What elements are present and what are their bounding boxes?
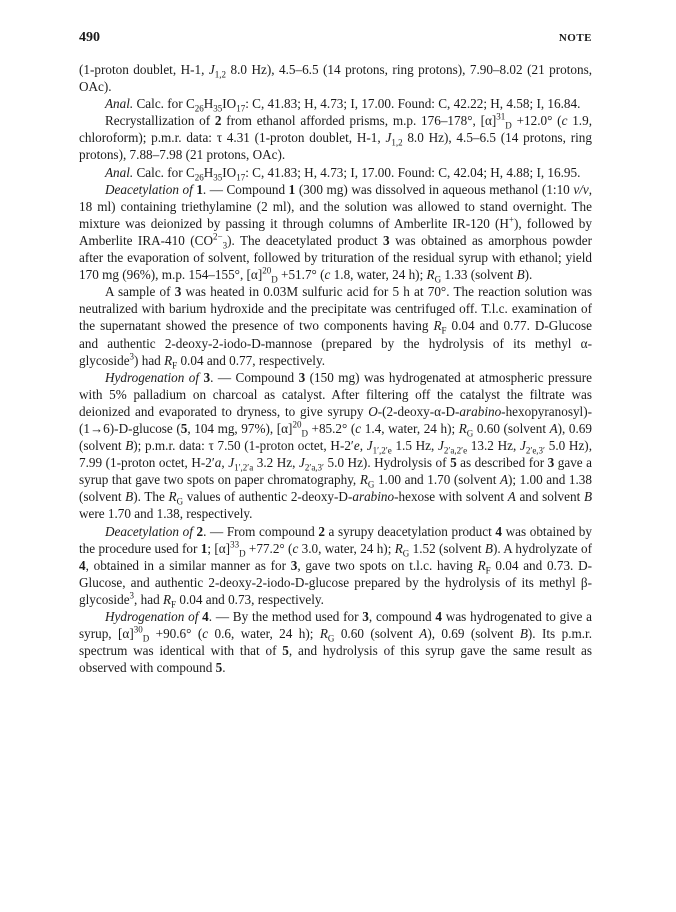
text-segment: -Glucose, and authentic 2-deoxy-2-iodo- bbox=[79, 557, 593, 590]
text-segment: 17 bbox=[236, 103, 246, 114]
text-segment: was hydrogenated to give a syrup, [α] bbox=[79, 609, 592, 642]
text-segment: Calc. for C bbox=[133, 96, 195, 112]
text-segment: - bbox=[455, 403, 460, 419]
text-segment: . — From compound bbox=[203, 523, 319, 539]
text-segment: J bbox=[228, 455, 235, 471]
text-segment: G bbox=[466, 428, 474, 439]
text-segment: was obtained by the procedure used for bbox=[79, 523, 592, 556]
text-segment: 5.0 Hz). Hydrolysis of bbox=[324, 455, 451, 471]
text-segment: 3 bbox=[362, 609, 369, 624]
text-segment: 3 bbox=[383, 232, 390, 248]
text-segment: J bbox=[208, 62, 215, 77]
text-segment: 2 bbox=[318, 523, 325, 539]
text-segment: 30 bbox=[133, 624, 143, 635]
text-segment: sulfuric acid for 5 h at 70°. The reaction solution was neutralized with barium hydroxide and the precipitate was centrifuged off. T.l.c. examination of the supernatant showed the presence of two components having bbox=[79, 284, 593, 334]
text-segment: G bbox=[367, 479, 375, 490]
text-segment: and solvent bbox=[515, 489, 584, 505]
text-segment: 8.0 Hz), 4.5–6.5 (14 protons, ring protons), 7.88–7.98 (21 protons, OAc). bbox=[79, 130, 592, 163]
text-segment: 33 bbox=[230, 539, 240, 550]
text-segment: , had bbox=[134, 591, 163, 607]
text-segment: . bbox=[222, 660, 226, 676]
text-segment: , and hydrolysis of this syrup gave the same result as observed with compound bbox=[79, 643, 592, 676]
text-segment: ). The bbox=[133, 489, 169, 505]
paragraph-hydrogenation-of-3 bbox=[79, 369, 592, 523]
text-segment: Calc. for C bbox=[133, 164, 195, 180]
text-segment: , bbox=[359, 438, 367, 454]
text-segment: 20 bbox=[262, 265, 272, 276]
text-segment: J bbox=[385, 130, 392, 146]
text-segment: Hydrogenation of bbox=[105, 369, 204, 385]
text-segment: F bbox=[485, 565, 491, 576]
text-segment: 1.5 Hz, bbox=[391, 438, 439, 454]
text-segment: : C, 41.83; H, 4.73; I, 17.00. Found: C, 42.04; H, 4.88; I, 16.95. bbox=[245, 164, 581, 180]
text-segment: 3 bbox=[129, 590, 135, 601]
text-segment: 2 bbox=[196, 523, 204, 539]
text-segment: 3 bbox=[547, 455, 555, 471]
text-segment: +12.0° ( bbox=[511, 113, 562, 129]
text-segment: 1 bbox=[200, 540, 208, 556]
text-segment: as described for bbox=[456, 455, 548, 471]
text-segment: G bbox=[434, 274, 442, 285]
text-segment: F bbox=[171, 599, 177, 610]
text-segment: J bbox=[438, 438, 444, 454]
text-segment: 0.60 (solvent bbox=[473, 420, 550, 436]
text-segment: 3 bbox=[129, 351, 135, 362]
text-segment: R bbox=[319, 626, 328, 642]
text-segment: R bbox=[359, 472, 368, 488]
text-segment: , 104 mg, 97%), [α] bbox=[187, 420, 293, 436]
text-segment: was obtained as amorphous powder after the evaporation of solvent, followed by trituration of the residual syrup with ethanol; yield 170 mg (96%), m.p. 154–155°, [α] bbox=[79, 232, 592, 283]
text-segment: ) had bbox=[134, 352, 165, 368]
text-segment: G bbox=[176, 496, 184, 507]
text-segment: D bbox=[118, 420, 129, 436]
text-segment: 5 bbox=[282, 643, 289, 659]
text-segment: O bbox=[368, 403, 378, 419]
text-segment: 20 bbox=[292, 419, 302, 430]
text-segment: 2 bbox=[214, 113, 222, 129]
text-segment: 17 bbox=[236, 172, 246, 183]
text-segment: R bbox=[477, 557, 486, 573]
text-segment: J bbox=[519, 438, 526, 454]
text-segment: D bbox=[445, 403, 455, 419]
text-segment: 1 bbox=[196, 181, 203, 197]
text-segment: 0.04 and 0.77. bbox=[446, 318, 535, 334]
text-segment: Hydrogenation of bbox=[105, 609, 203, 624]
text-segment: c bbox=[324, 267, 331, 283]
running-head: NOTE bbox=[558, 32, 592, 44]
text-segment: G bbox=[327, 633, 335, 644]
text-segment: 4 bbox=[495, 523, 502, 539]
text-segment: 13.2 Hz, bbox=[467, 438, 520, 454]
text-segment: 1.52 (solvent bbox=[409, 540, 485, 556]
text-segment: c bbox=[292, 540, 299, 556]
text-segment: 4 bbox=[79, 557, 86, 573]
text-segment: A bbox=[499, 472, 508, 488]
text-segment: A bbox=[507, 489, 516, 505]
text-segment: values of authentic 2-deoxy- bbox=[183, 489, 339, 505]
text-segment: from ethanol afforded prisms, m.p. 176–178°, [α] bbox=[221, 113, 497, 129]
text-segment: 1.4, water, 24 h); bbox=[361, 420, 459, 436]
text-segment: 3 bbox=[290, 557, 298, 573]
text-segment: 5.0 Hz), 7.99 (1-proton octet, H-2′ bbox=[79, 438, 592, 471]
text-segment: 1.9, chloroform); p.m.r. data: τ 4.31 (1-proton doublet, H-1, bbox=[79, 113, 592, 146]
text-segment: , 18 ml) containing triethylamine (2 ml), and the solution was allowed to stand overnight. The mixture was deionized by passing it through columns of Amberlite IR-120 (H bbox=[79, 181, 592, 231]
text-segment: -mannose (prepared by the hydrolysis of its methyl α-glycoside bbox=[79, 335, 592, 368]
text-segment: B bbox=[125, 438, 134, 454]
text-segment: 1.33 (solvent bbox=[441, 267, 517, 283]
text-segment: +77.2° ( bbox=[245, 540, 293, 556]
text-segment: 0.04 and 0.77, respectively. bbox=[177, 352, 325, 368]
paragraph-deacetylation-of-2 bbox=[79, 523, 592, 608]
paragraph-continued-nmr-data bbox=[79, 61, 592, 95]
text-segment: +90.6° ( bbox=[149, 626, 203, 642]
text-segment: J bbox=[366, 438, 373, 454]
text-segment: R bbox=[168, 489, 177, 505]
text-segment: F bbox=[441, 326, 447, 337]
text-segment: , obtained in a similar manner as for bbox=[85, 557, 291, 573]
text-segment: -(2-deoxy-α- bbox=[377, 403, 446, 419]
text-segment: ), 0.69 (solvent bbox=[427, 626, 520, 642]
text-segment: Anal. bbox=[105, 164, 134, 180]
text-segment: IO bbox=[222, 164, 237, 180]
text-segment: 5 bbox=[180, 420, 188, 436]
text-segment: 3 bbox=[174, 284, 182, 300]
text-segment: (150 mg) was hydrogenated at atmospheric pressure with 5% palladium on charcoal as catalyst. After filtering off the catalyst the filtrate was deionized and evaporated to dryness, to give syrupy bbox=[79, 369, 592, 419]
text-segment: D bbox=[534, 318, 545, 334]
text-segment: B bbox=[484, 540, 493, 556]
text-segment: A bbox=[419, 626, 428, 642]
text-segment: , compound bbox=[368, 609, 436, 624]
text-segment: 0.04 and 0.73. bbox=[490, 557, 579, 573]
paragraph-analysis-compound-2 bbox=[79, 164, 592, 181]
text-segment: 31 bbox=[496, 111, 506, 122]
text-segment: D bbox=[505, 120, 512, 131]
text-segment: 8.0 Hz), 4.5–6.5 (14 protons, ring protons), 7.90–8.02 (21 protons, OAc). bbox=[79, 62, 593, 95]
text-segment: 3.0, water, 24 h); bbox=[298, 540, 395, 556]
text-segment: D bbox=[294, 574, 305, 590]
text-segment: ). The deacetylated product bbox=[227, 232, 384, 248]
text-segment: was heated in 0.03 bbox=[181, 284, 287, 300]
text-segment: 35 bbox=[213, 103, 223, 114]
text-segment: R bbox=[458, 420, 467, 436]
text-segment: 1.8, water, 24 h); bbox=[330, 267, 427, 283]
text-segment: Deacetylation of bbox=[105, 523, 197, 539]
text-segment: c bbox=[202, 626, 209, 642]
text-segment: (1-proton doublet, H-1, bbox=[79, 62, 209, 77]
text-segment: M bbox=[286, 284, 299, 300]
text-segment: D bbox=[301, 428, 308, 439]
text-segment: . — Compound bbox=[202, 181, 289, 197]
text-segment: 4 bbox=[202, 609, 209, 624]
text-segment: ; [α] bbox=[207, 540, 231, 556]
text-segment: B bbox=[519, 626, 528, 642]
text-segment: a bbox=[214, 455, 222, 471]
text-segment: D bbox=[239, 548, 246, 559]
text-segment: IO bbox=[222, 96, 237, 112]
text-segment: 2′a,3′ bbox=[304, 462, 325, 473]
text-segment: D bbox=[251, 335, 261, 351]
text-segment: ). bbox=[524, 267, 533, 283]
text-segment: (300 mg) was dissolved in aqueous methanol (1:10 bbox=[295, 181, 574, 197]
text-segment: 5 bbox=[450, 455, 457, 471]
text-segment: 1.00 and 1.70 (solvent bbox=[374, 472, 500, 488]
text-segment: G bbox=[402, 548, 410, 559]
text-segment: D bbox=[271, 274, 278, 285]
text-segment: R bbox=[162, 591, 172, 607]
text-segment: R bbox=[433, 318, 442, 334]
text-segment: ). A hydrolyzate of bbox=[492, 540, 592, 556]
text-segment: 1,2 bbox=[214, 69, 227, 80]
text-segment: ), followed by Amberlite IRA-410 (CO bbox=[79, 215, 592, 248]
text-segment: 1,2 bbox=[391, 138, 403, 149]
text-segment: -glucose prepared by the hydrolysis of its methyl β-glycoside bbox=[79, 574, 592, 607]
text-segment: + bbox=[508, 214, 514, 225]
text-segment: B bbox=[583, 489, 592, 505]
text-segment: 5 bbox=[215, 660, 223, 676]
text-segment: c bbox=[355, 420, 362, 436]
page-header bbox=[79, 30, 592, 50]
text-segment: ), 0.69 (solvent bbox=[79, 420, 592, 454]
text-segment: 26 bbox=[194, 103, 204, 114]
text-segment: 0.60 (solvent bbox=[334, 626, 420, 642]
text-segment: 2′a,2′e bbox=[443, 445, 468, 456]
text-segment: 1′,2′a bbox=[234, 462, 254, 473]
text-segment: H bbox=[203, 164, 214, 180]
paragraph-recrystallization-compound-2 bbox=[79, 112, 592, 163]
text-segment: were 1.70 and 1.38, respectively. bbox=[79, 506, 253, 522]
text-segment: . — Compound bbox=[210, 369, 299, 385]
article-body bbox=[79, 61, 592, 676]
text-segment: R bbox=[164, 352, 173, 368]
text-segment: v/v bbox=[573, 181, 589, 197]
text-segment: ); p.m.r. data: τ 7.50 (1-proton octet, H-2′ bbox=[133, 438, 354, 454]
text-segment: 1′,2′e bbox=[372, 445, 392, 456]
paragraph-hydrolysis-of-3 bbox=[79, 283, 593, 371]
text-segment: e bbox=[353, 438, 360, 454]
text-segment: 0.6, water, 24 h); bbox=[208, 626, 320, 642]
text-segment: A bbox=[549, 420, 558, 436]
text-segment: D bbox=[142, 633, 150, 644]
text-segment: 35 bbox=[213, 172, 223, 183]
text-segment: Anal. bbox=[105, 96, 134, 112]
text-segment: -glucose ( bbox=[128, 420, 181, 436]
text-segment: -Glucose and authentic 2-deoxy-2-iodo- bbox=[79, 318, 593, 351]
text-segment: 4 bbox=[435, 609, 443, 624]
text-segment: ); 1.00 and 1.38 (solvent bbox=[79, 472, 592, 505]
text-segment: 0.04 and 0.73, respectively. bbox=[176, 591, 324, 607]
text-segment: arabino bbox=[459, 403, 502, 419]
paragraph-hydrogenation-of-4 bbox=[79, 608, 592, 676]
text-segment: c bbox=[561, 113, 568, 129]
text-segment: R bbox=[394, 540, 403, 556]
paragraph-deacetylation-of-1 bbox=[79, 181, 592, 284]
text-segment: , bbox=[221, 455, 229, 471]
text-segment: Deacetylation of bbox=[105, 181, 197, 197]
text-segment: . — By the method used for bbox=[208, 609, 363, 624]
text-segment: J bbox=[298, 455, 305, 471]
text-segment: 1 bbox=[288, 181, 296, 197]
text-segment: ). Its p.m.r. spectrum was identical with that of bbox=[79, 626, 593, 659]
paragraph-analysis-compound-1 bbox=[79, 95, 592, 112]
text-segment: arabino bbox=[352, 489, 395, 505]
text-segment: +51.7° ( bbox=[277, 267, 325, 283]
text-segment: a syrupy deacetylation product bbox=[324, 523, 496, 539]
text-segment: B bbox=[125, 489, 134, 505]
text-segment: B bbox=[516, 267, 525, 283]
text-segment: D bbox=[338, 489, 348, 505]
text-segment: 3 bbox=[222, 240, 228, 251]
text-segment: gave a syrup that gave two spots on paper chromatography, bbox=[79, 455, 593, 488]
text-segment: +85.2° ( bbox=[307, 420, 356, 436]
text-segment: 3 bbox=[203, 369, 211, 385]
text-segment: H bbox=[203, 96, 214, 112]
text-segment: Recrystallization of bbox=[105, 113, 215, 129]
text-segment: 26 bbox=[194, 172, 204, 183]
text-segment: 2′e,3′ bbox=[525, 445, 546, 456]
text-segment: 3.2 Hz, bbox=[253, 455, 299, 471]
text-segment: A sample of bbox=[105, 284, 175, 300]
text-segment: -hexose with solvent bbox=[394, 489, 508, 505]
text-segment: 3 bbox=[298, 369, 306, 385]
text-segment: - bbox=[347, 489, 353, 505]
text-segment: R bbox=[426, 267, 435, 283]
page-number: 490 bbox=[79, 30, 100, 45]
text-segment: , gave two spots on t.l.c. having bbox=[297, 557, 478, 573]
text-segment: D bbox=[578, 557, 588, 573]
text-segment: F bbox=[172, 360, 178, 371]
text-segment: 2− bbox=[212, 231, 223, 242]
text-segment: : C, 41.83; H, 4.73; I, 17.00. Found: C, 42.22; H, 4.58; I, 16.84. bbox=[245, 96, 581, 112]
text-segment: -hexopyranosyl)-(1→6)- bbox=[79, 403, 592, 436]
